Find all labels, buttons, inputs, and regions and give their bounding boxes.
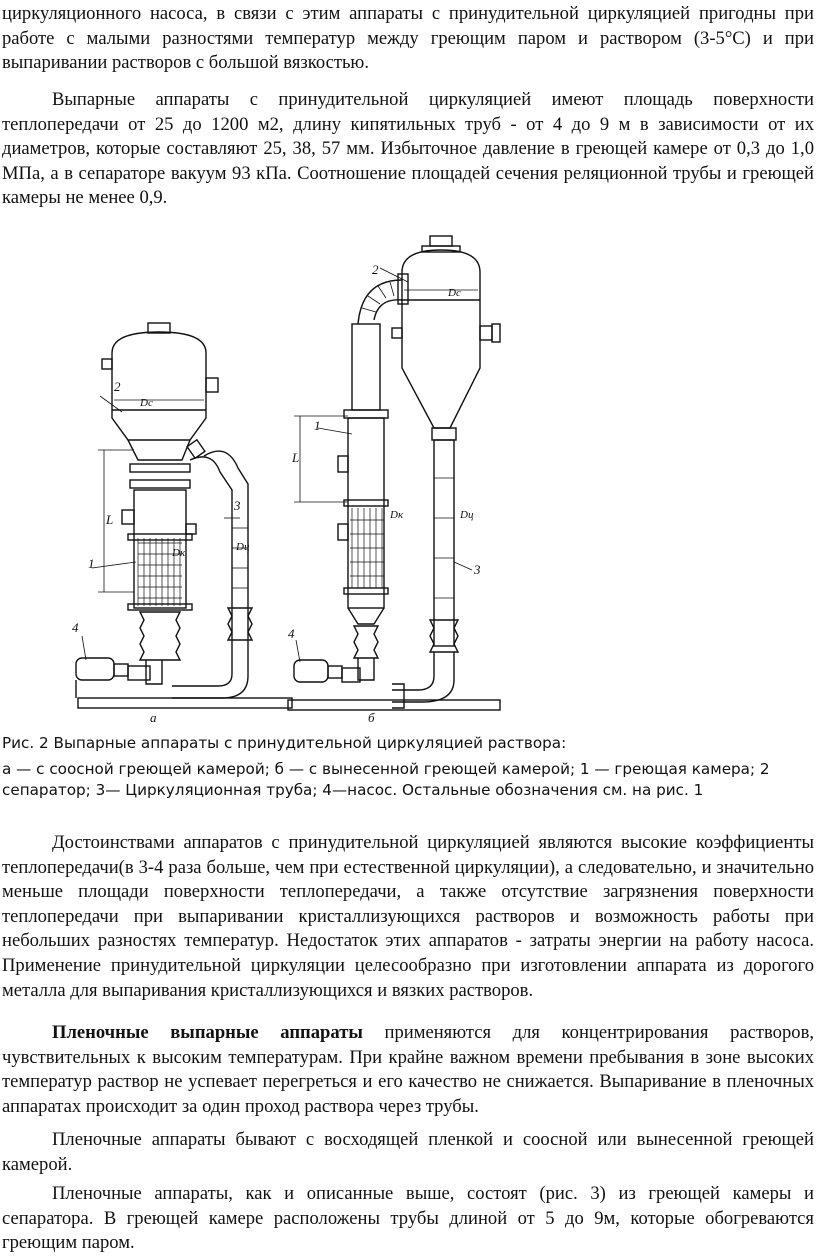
label-Dc2-a: Dц — [236, 541, 250, 553]
figure-caption-title: Рис. 2 Выпарные аппараты с принудительной циркуляцией раствора: — [2, 734, 567, 752]
label-sub-a: а — [150, 710, 157, 724]
label-L-b: L — [292, 450, 300, 465]
label-1-a: 1 — [88, 556, 95, 571]
figure-evaporators — [62, 228, 532, 724]
film-evaporators-text: применяются для концентрирования растворов, чувствительных к высоким температурам. При крайне важном времени пребывания в зоне высоких температур раствор не успевает перегреться и его качество не снижается. Выпаривание в пленочных аппаратах происходит за один проход раствора через трубы. — [2, 1022, 815, 1117]
paragraph-continuation: циркуляционного насоса, в связи с этим аппараты с принудительной циркуляцией пригодны при работе с малыми разностями температур между греющим паром и раствором (3-5°С) и при выпаривании растворов с большой вязкостью. — [2, 3, 814, 74]
paragraph-advantages: Достоинствами аппаратов с принудительной циркуляцией являются высокие коэффициенты теплопередачи(в 3-4 раза больше, чем при естественной циркуляции), а следовательно, и значительно меньше площади поверхности теплопередачи, а также отсутствие загрязнения поверхности теплопередачи при выпаривании кристаллизующихся растворов и возможность работы при небольших разностях температур. Недостаток этих аппаратов - затраты энергии на работу насоса. Применение принудительной циркуляции целесообразно при изготовлении аппарата из дорогого металла для выпаривания кристаллизующихся и вязких растворов. — [2, 832, 814, 1001]
figure-caption-legend: а — с соосной греющей камерой; б — с вынесенной греющей камерой; 1 — греющая камера; 2 сепаратор; 3— Циркуляционная труба; 4—насос. Остальные обозначения см. на рис. 1 — [2, 760, 770, 799]
paragraph-film-types: Пленочные аппараты бывают с восходящей пленкой и соосной или вынесенной греющей камерой. — [2, 1129, 814, 1175]
label-sub-b: б — [368, 710, 375, 724]
label-Dc-a: Dс — [140, 397, 153, 409]
label-Dk-b: Dк — [390, 509, 404, 521]
label-4-b: 4 — [288, 626, 295, 641]
label-4-a: 4 — [72, 620, 79, 635]
label-Dc-b: Dс — [448, 287, 461, 299]
film-evaporators-term: Пленочные выпарные аппараты — [52, 1022, 363, 1043]
label-2-a: 2 — [114, 379, 121, 394]
paragraph-film-intro — [2, 1021, 814, 1119]
apparatus-b-drawing — [288, 236, 500, 710]
label-3-a: 3 — [234, 498, 241, 513]
label-Dk-a: Dк — [172, 547, 186, 559]
label-1-b: 1 — [314, 418, 321, 433]
paragraph-film-structure: Пленочные аппараты, как и описанные выше, состоят (рис. 3) из греющей камеры и сепаратора. В греющей камере расположены трубы длиной от 5 до 9м, которые обогреваются греющим паром. — [2, 1183, 814, 1254]
label-Dc2-b: Dц — [460, 509, 474, 521]
label-L-a: L — [106, 512, 114, 527]
paragraph-specs: Выпарные аппараты с принудительной циркуляцией имеют площадь поверхности теплопередачи от 25 до 1200 м2, длину кипятильных труб - от 4 до 9 м в зависимости от их диаметров, которые составляют 25, 38, 57 мм. Избыточное давление в греющей камере от 0,3 до 1,0 МПа, а в сепараторе вакуум 93 кПа. Соотношение площадей сечения реляционной трубы и греющей камеры не менее 0,9. — [2, 89, 814, 209]
label-3-b: 3 — [474, 562, 481, 577]
label-2-b: 2 — [372, 262, 379, 277]
